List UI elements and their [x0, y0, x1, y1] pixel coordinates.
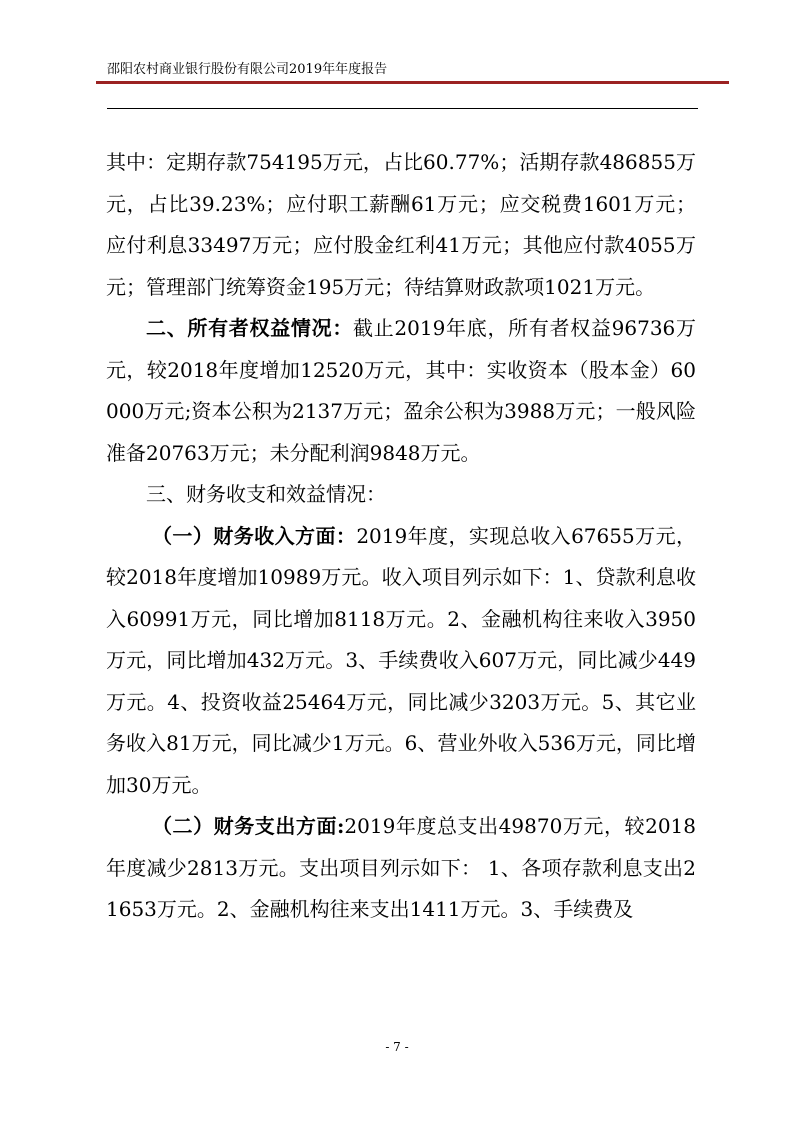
- paragraph-equity: [106, 308, 696, 474]
- document-body: [106, 142, 696, 931]
- paragraph-income-text: 2019年度，实现总收入67655万元，较2018年度增加10989万元。收入项目列示如下：1、贷款利息收入60991万元，同比增加8118万元。2、金融机构往来收入3950万元，同比增加432万元。3、手续费收入607万元，同比减少449万元。4、投资收益25464万元，同比减少3203万元。5、其它业务收入81万元，同比减少1万元。6、营业外收入536万元，同比增加30万元。: [106, 523, 696, 797]
- paragraph-deposits: [106, 142, 696, 308]
- section-heading-finance: 三、财务收支和效益情况：: [146, 482, 386, 506]
- page-number: - 7 -: [385, 1040, 409, 1054]
- header-rule-thin: [107, 108, 698, 109]
- paragraph-equity-text: 截止2019年底，所有者权益96736万元，较2018年度增加12520万元，其中：实收资本（股本金）60000万元;资本公积为2137万元；盈余公积为3988万元；一般风险准备20763万元；未分配利润9848万元。: [106, 316, 696, 465]
- paragraph-expense: [106, 806, 696, 931]
- paragraph-finance-heading: [106, 474, 696, 516]
- header-rule-thick: [96, 81, 729, 84]
- page-header-title: 邵阳农村商业银行股份有限公司2019年年度报告: [107, 62, 388, 77]
- subsection-heading-expense: （二）财务支出方面:: [152, 814, 345, 838]
- paragraph-deposits-text: 其中：定期存款754195万元，占比60.77%；活期存款486855万元，占比39.23%；应付职工薪酬61万元；应交税费1601万元；应付利息33497万元；应付股金红利41万元；其他应付款4055万元；管理部门统筹资金195万元；待结算财政款项1021万元。: [106, 150, 696, 299]
- paragraph-expense-text: 2019年度总支出49870万元，较2018年度减少2813万元。支出项目列示如下： 1、各项存款利息支出21653万元。2、金融机构往来支出1411万元。3、手续费及: [106, 814, 696, 921]
- paragraph-income: [106, 516, 696, 807]
- section-heading-equity: 二、所有者权益情况：: [146, 316, 354, 340]
- subsection-heading-income: （一）财务收入方面：: [152, 523, 357, 548]
